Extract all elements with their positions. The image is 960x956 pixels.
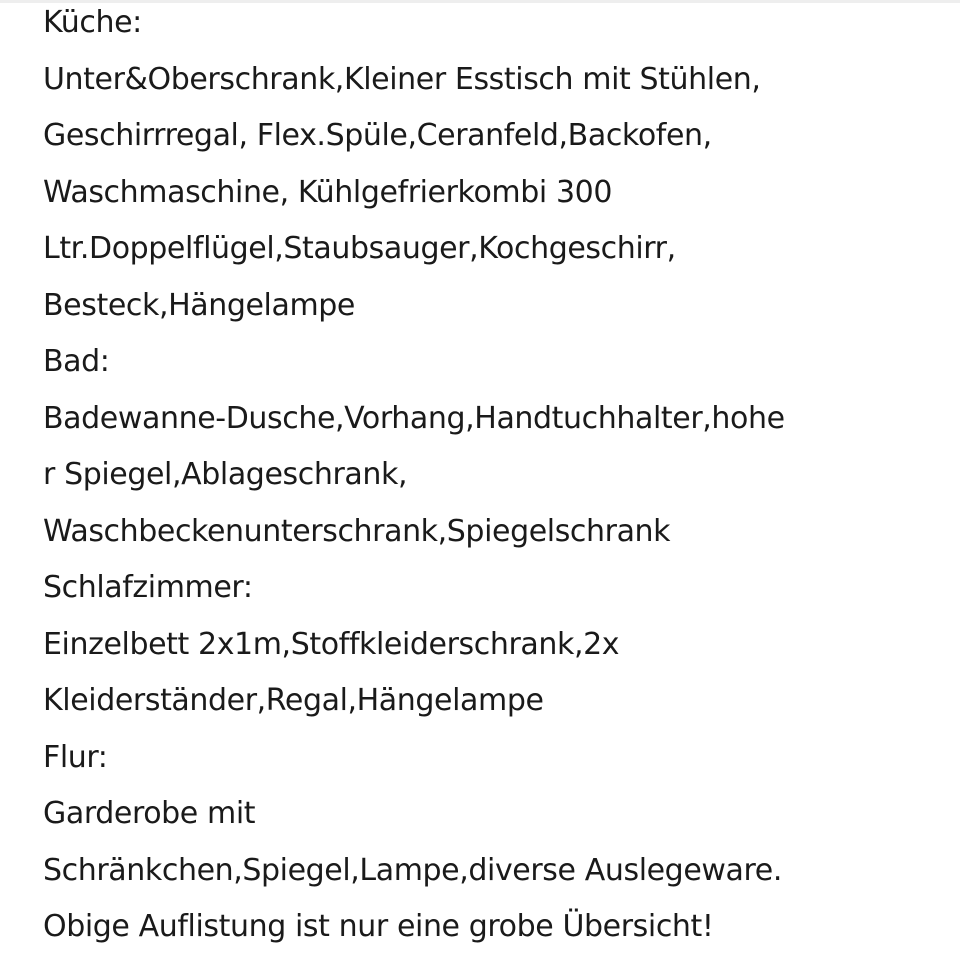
text-line: Garderobe mit: [43, 796, 256, 831]
text-line: Schränkchen,Spiegel,Lampe,diverse Auslegeware.: [43, 852, 782, 888]
text-line: Waschmaschine, Kühlgefrierkombi 300: [43, 174, 613, 210]
section-heading-kitchen: Küche:: [43, 5, 142, 40]
furniture-list-text: [43, 0, 943, 956]
text-line: Badewanne-Dusche,Vorhang,Handtuchhalter,hohe: [43, 400, 785, 436]
section-heading-bathroom: Bad:: [43, 344, 110, 379]
section-heading-hallway: Flur:: [43, 739, 108, 775]
text-line: r Spiegel,Ablageschrank,: [43, 457, 408, 492]
text-line: Einzelbett 2x1m,Stoffkleiderschrank,2x: [43, 626, 620, 662]
text-line: Geschirrregal, Flex.Spüle,Ceranfeld,Backofen,: [43, 118, 712, 153]
text-line: Ltr.Doppelflügel,Staubsauger,Kochgeschirr,: [43, 231, 676, 266]
section-heading-bedroom: Schlafzimmer:: [43, 570, 253, 605]
text-line: Kleiderständer,Regal,Hängelampe: [43, 683, 544, 718]
text-line: Unter&Oberschrank,Kleiner Esstisch mit Stühlen,: [43, 61, 761, 97]
text-line: Waschbeckenunterschrank,Spiegelschrank: [43, 513, 671, 549]
closing-note: Obige Auflistung ist nur eine grobe Übersicht!: [43, 909, 714, 944]
text-line: Besteck,Hängelampe: [43, 287, 355, 323]
